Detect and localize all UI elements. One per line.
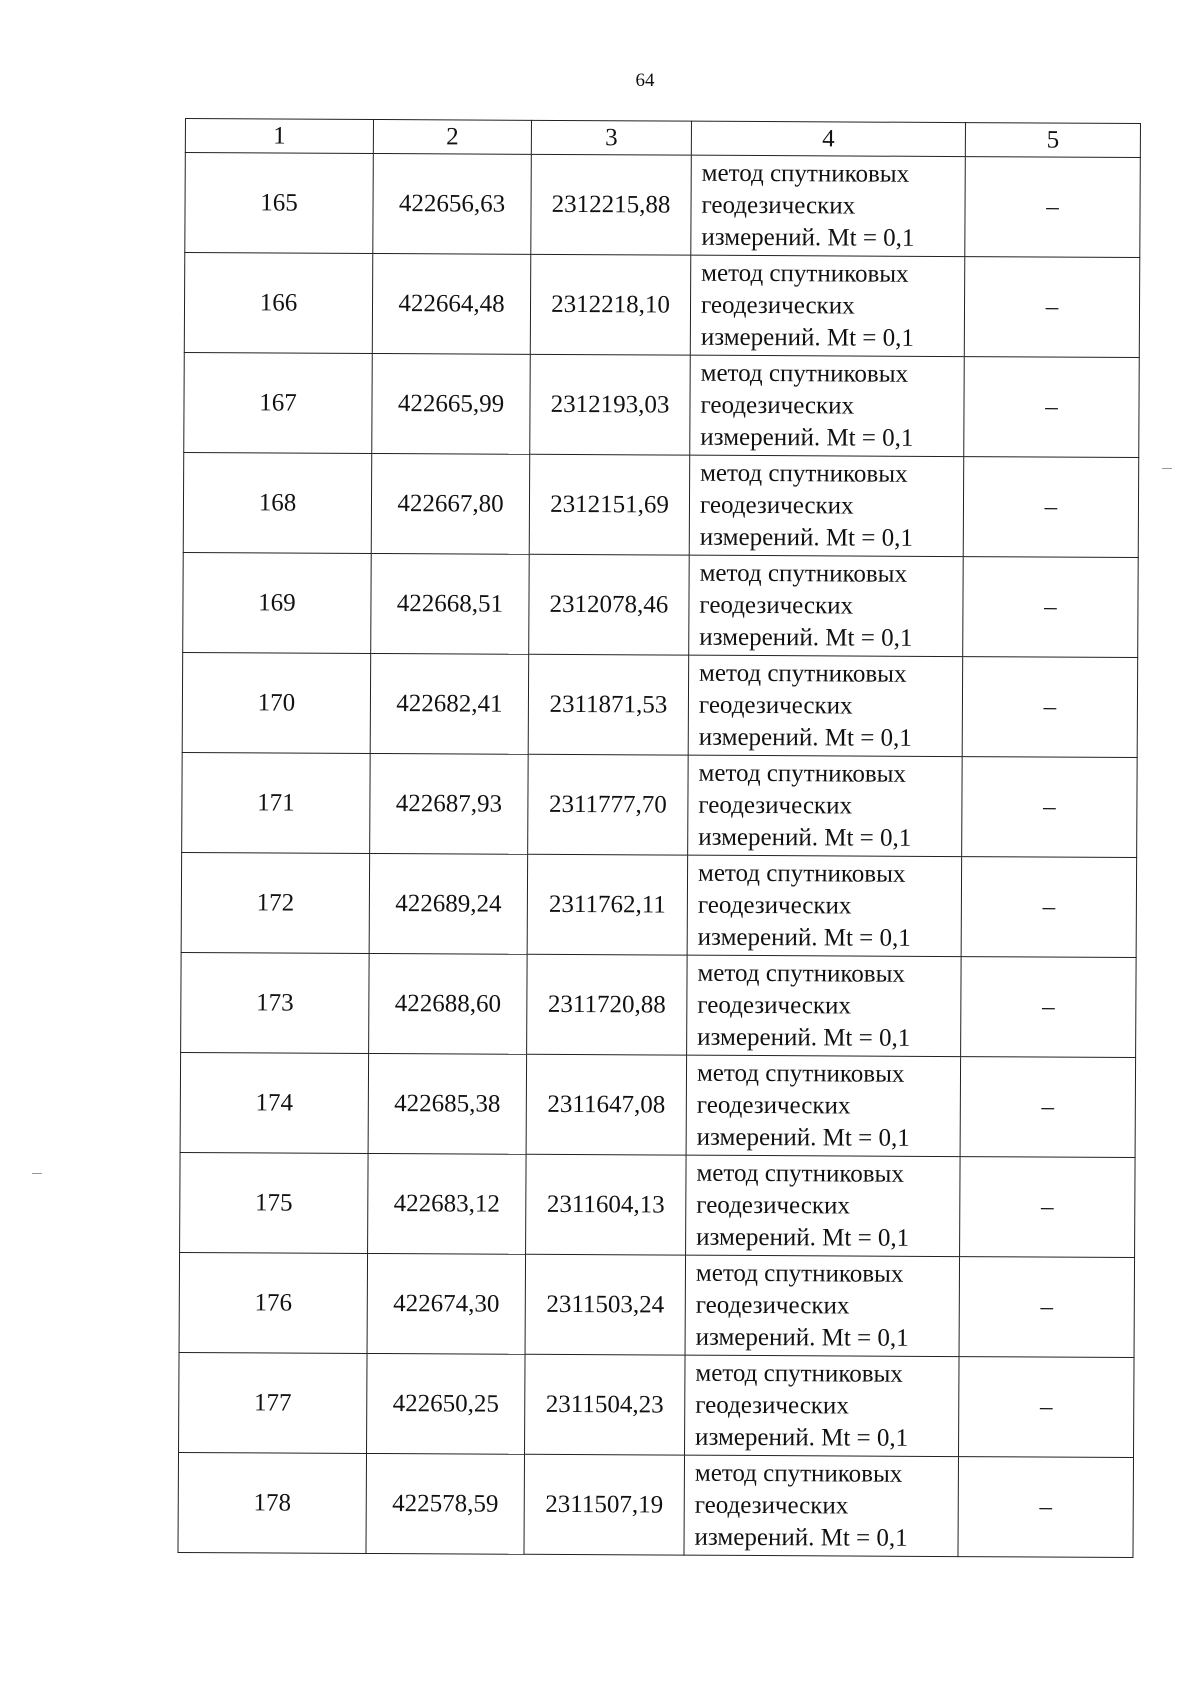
- method-line: метод спутниковых: [701, 159, 910, 188]
- note-cell: –: [964, 357, 1140, 458]
- method-line: измерений. Mt = 0,1: [697, 923, 911, 952]
- scan-mark: [32, 1173, 42, 1174]
- point-number-cell: 173: [181, 952, 370, 1053]
- table-row: [185, 153, 1141, 258]
- method-line: геодезических: [696, 1191, 850, 1219]
- y-coordinate-cell: 2311871,53: [528, 654, 689, 755]
- y-coordinate-cell: 2312218,10: [530, 254, 691, 355]
- table-body: [178, 153, 1140, 1558]
- point-number-cell: 166: [184, 253, 373, 354]
- method-line: измерений. Mt = 0,1: [699, 623, 913, 652]
- table-row: [181, 952, 1137, 1057]
- x-coordinate-cell: 422683,12: [368, 1153, 527, 1254]
- method-line: геодезических: [696, 1091, 851, 1119]
- method-cell: [685, 1355, 960, 1456]
- point-number-cell: 175: [180, 1152, 369, 1253]
- note-cell: –: [960, 1157, 1136, 1258]
- header-cell: 3: [531, 120, 691, 155]
- method-line: геодезических: [694, 1491, 849, 1519]
- y-coordinate-cell: 2311503,24: [525, 1254, 686, 1355]
- method-line: измерений. Mt = 0,1: [695, 1323, 909, 1352]
- method-cell: [684, 1455, 959, 1556]
- note-cell: –: [958, 1457, 1134, 1558]
- method-line: геодезических: [699, 591, 854, 620]
- method-line: метод спутниковых: [699, 559, 908, 588]
- method-cell: [686, 1155, 961, 1256]
- note-cell: –: [961, 857, 1137, 958]
- x-coordinate-cell: 422688,60: [369, 953, 528, 1054]
- x-coordinate-cell: 422682,41: [370, 653, 529, 754]
- y-coordinate-cell: 2311604,13: [526, 1154, 687, 1255]
- note-cell: –: [963, 557, 1139, 658]
- method-cell: [688, 755, 963, 856]
- method-line: геодезических: [701, 191, 856, 220]
- method-cell: [690, 255, 965, 356]
- method-cell: [686, 1055, 961, 1156]
- table-row: [181, 852, 1137, 957]
- method-line: геодезических: [699, 491, 854, 520]
- method-cell: [691, 155, 966, 256]
- note-cell: –: [964, 257, 1140, 358]
- note-cell: –: [959, 1257, 1135, 1358]
- method-line: геодезических: [697, 991, 852, 1019]
- method-line: измерений. Mt = 0,1: [699, 523, 913, 552]
- point-number-cell: 177: [179, 1352, 368, 1453]
- method-line: измерений. Mt = 0,1: [695, 1423, 909, 1452]
- table-row: [182, 652, 1138, 757]
- point-number-cell: 169: [183, 552, 372, 653]
- method-cell: [687, 855, 962, 956]
- header-cell: 5: [965, 123, 1140, 158]
- table-row: [183, 452, 1139, 557]
- table-row: [182, 752, 1138, 857]
- table-row: [179, 1252, 1135, 1357]
- method-line: метод спутниковых: [694, 1459, 903, 1488]
- x-coordinate-cell: 422667,80: [371, 453, 530, 554]
- method-line: метод спутниковых: [700, 459, 908, 488]
- table-row: [180, 1152, 1136, 1257]
- method-line: измерений. Mt = 0,1: [700, 423, 914, 452]
- method-line: геодезических: [697, 891, 852, 920]
- method-line: метод спутниковых: [700, 359, 909, 388]
- point-number-cell: 165: [185, 153, 374, 254]
- method-line: метод спутниковых: [696, 1159, 904, 1188]
- header-cell: 1: [185, 119, 373, 154]
- y-coordinate-cell: 2312151,69: [529, 454, 690, 555]
- method-line: измерений. Mt = 0,1: [697, 1023, 911, 1052]
- note-cell: –: [965, 157, 1141, 258]
- scan-mark: [1162, 468, 1172, 469]
- point-number-cell: 178: [178, 1452, 367, 1553]
- method-line: геодезических: [695, 1391, 849, 1419]
- method-line: метод спутниковых: [698, 759, 907, 788]
- table-row: [184, 253, 1140, 358]
- note-cell: –: [961, 957, 1137, 1058]
- method-cell: [690, 355, 965, 456]
- note-cell: –: [962, 757, 1138, 858]
- point-number-cell: 172: [181, 852, 370, 953]
- note-cell: –: [962, 657, 1138, 758]
- coordinates-table: [177, 118, 1141, 1558]
- point-number-cell: 168: [183, 452, 372, 553]
- method-line: измерений. Mt = 0,1: [696, 1223, 910, 1252]
- point-number-cell: 171: [182, 752, 371, 853]
- x-coordinate-cell: 422674,30: [367, 1253, 526, 1354]
- y-coordinate-cell: 2312215,88: [531, 154, 692, 255]
- y-coordinate-cell: 2311504,23: [525, 1354, 686, 1455]
- method-line: измерений. Mt = 0,1: [696, 1123, 910, 1152]
- table-row: [179, 1352, 1135, 1457]
- x-coordinate-cell: 422668,51: [371, 553, 530, 654]
- note-cell: –: [963, 457, 1139, 558]
- y-coordinate-cell: 2311507,19: [524, 1454, 685, 1555]
- x-coordinate-cell: 422650,25: [367, 1353, 526, 1454]
- y-coordinate-cell: 2312078,46: [529, 554, 690, 655]
- y-coordinate-cell: 2311762,11: [527, 854, 688, 955]
- method-cell: [689, 555, 964, 656]
- method-cell: [687, 955, 962, 1056]
- method-cell: [685, 1255, 960, 1356]
- x-coordinate-cell: 422687,93: [370, 753, 529, 854]
- method-line: геодезических: [700, 291, 855, 320]
- method-cell: [689, 455, 964, 556]
- table-row: [184, 352, 1140, 457]
- method-line: измерений. Mt = 0,1: [694, 1523, 908, 1552]
- x-coordinate-cell: 422578,59: [366, 1453, 525, 1554]
- x-coordinate-cell: 422665,99: [372, 353, 531, 454]
- header-cell: 2: [373, 119, 531, 154]
- note-cell: –: [959, 1357, 1135, 1458]
- method-line: измерений. Mt = 0,1: [698, 823, 912, 852]
- method-line: геодезических: [700, 391, 855, 420]
- method-line: измерений. Mt = 0,1: [700, 323, 915, 352]
- method-line: метод спутниковых: [701, 259, 909, 288]
- point-number-cell: 167: [184, 352, 373, 453]
- method-line: геодезических: [695, 1291, 850, 1319]
- table-row: [183, 552, 1139, 657]
- x-coordinate-cell: 422664,48: [372, 253, 531, 354]
- method-line: геодезических: [698, 691, 853, 720]
- method-line: геодезических: [698, 791, 853, 820]
- method-line: измерений. Mt = 0,1: [698, 723, 912, 752]
- table-header-row: [185, 119, 1140, 158]
- method-line: метод спутниковых: [697, 859, 906, 888]
- y-coordinate-cell: 2312193,03: [530, 354, 691, 455]
- method-line: измерений. Mt = 0,1: [701, 223, 915, 252]
- y-coordinate-cell: 2311720,88: [527, 954, 688, 1055]
- y-coordinate-cell: 2311647,08: [526, 1054, 687, 1155]
- method-line: метод спутниковых: [695, 1259, 904, 1288]
- header-cell: 4: [691, 121, 965, 156]
- point-number-cell: 174: [180, 1052, 369, 1153]
- point-number-cell: 170: [182, 652, 371, 753]
- method-cell: [688, 655, 963, 756]
- method-line: метод спутниковых: [697, 959, 906, 988]
- note-cell: –: [960, 1057, 1136, 1158]
- x-coordinate-cell: 422685,38: [368, 1053, 527, 1154]
- method-line: метод спутниковых: [695, 1359, 903, 1388]
- table-row: [178, 1452, 1134, 1557]
- method-line: метод спутниковых: [696, 1059, 905, 1088]
- page-number: 64: [635, 70, 655, 91]
- method-line: метод спутниковых: [699, 659, 907, 688]
- point-number-cell: 176: [179, 1252, 368, 1353]
- table-row: [180, 1052, 1136, 1157]
- x-coordinate-cell: 422689,24: [369, 853, 528, 954]
- x-coordinate-cell: 422656,63: [373, 153, 532, 254]
- y-coordinate-cell: 2311777,70: [528, 754, 689, 855]
